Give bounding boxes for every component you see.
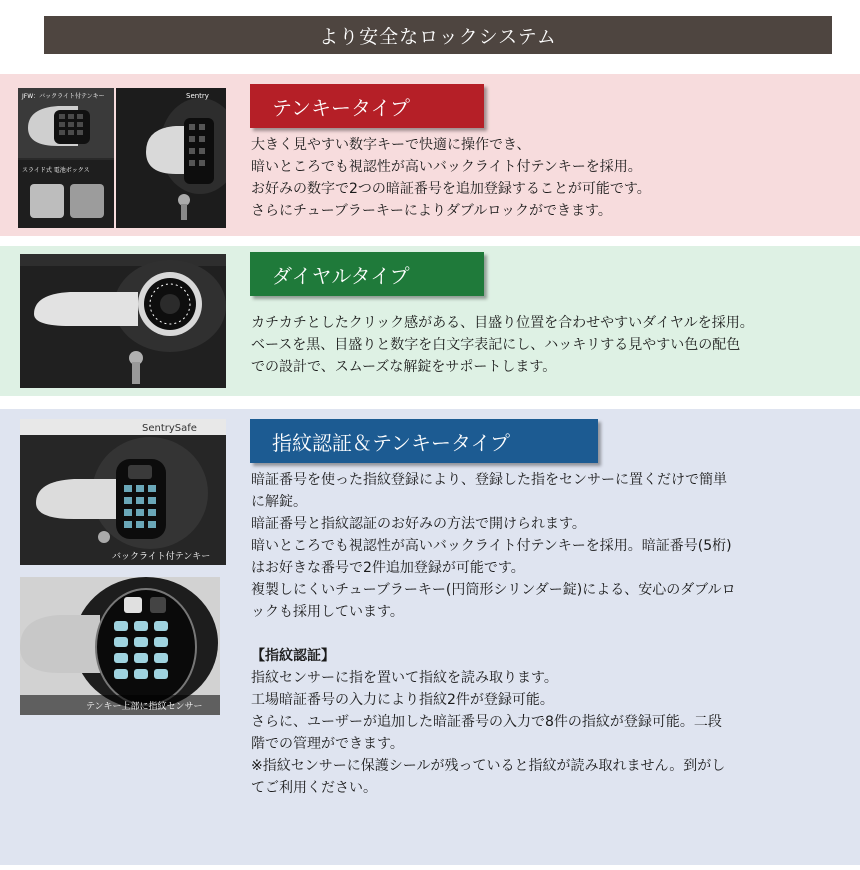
photo-label-sentrysafe: SentrySafe bbox=[142, 423, 197, 434]
section-fingerprint bbox=[0, 409, 860, 865]
photo-label-sensor: テンキー上部に指紋センサー bbox=[86, 702, 203, 712]
photo-label-keypad: JFW：バックライト付テンキー bbox=[22, 93, 105, 100]
fingerprint-line: に解錠。 bbox=[251, 494, 307, 510]
photo-label-battery: スライド式 電池ボックス bbox=[22, 167, 90, 174]
badge-dial-type bbox=[250, 252, 484, 296]
fingerprint-photo-bottom bbox=[20, 577, 220, 715]
keypad-photo-right bbox=[116, 88, 226, 228]
dial-line: での設計で、スムーズな解錠をサポートします。 bbox=[251, 359, 557, 375]
spacer bbox=[251, 623, 855, 645]
keypad-line: さらにチューブラーキーによりダブルロックができます。 bbox=[251, 203, 612, 219]
section-dial bbox=[0, 246, 860, 396]
badge-fingerprint-type bbox=[250, 419, 598, 463]
keypad-line: 暗いところでも視認性が高いバックライト付テンキーを採用。 bbox=[251, 159, 642, 175]
badge-keypad-label: テンキータイプ bbox=[272, 95, 410, 120]
keypad-photo-left bbox=[18, 88, 114, 228]
section-keypad bbox=[0, 74, 860, 236]
fingerprint-line: ックも採用しています。 bbox=[251, 604, 404, 620]
fingerprint-photo-top bbox=[20, 419, 226, 565]
dial-line: ベースを黒、目盛りと数字を白文字表記にし、ハッキリする見やすい色の配色 bbox=[251, 337, 741, 353]
fingerprint-sub-line: 指紋センサーに指を置いて指紋を読み取ります。 bbox=[251, 670, 558, 686]
page-header bbox=[44, 16, 832, 54]
dial-photo bbox=[20, 254, 226, 388]
fingerprint-description bbox=[251, 469, 855, 799]
keypad-line: 大きく見やすい数字キーで快適に操作でき、 bbox=[251, 137, 531, 153]
keypad-description bbox=[251, 134, 651, 222]
fingerprint-sub-line: ※指紋センサーに保護シールが残っていると指紋が読み取れません。到がし bbox=[251, 758, 726, 774]
header-title: より安全なロックシステム bbox=[319, 25, 557, 48]
keypad-line: お好みの数字で2つの暗証番号を追加登録することが可能です。 bbox=[251, 181, 651, 197]
photo-label-backlit: バックライト付テンキー bbox=[112, 552, 211, 562]
fingerprint-line: 暗証番号と指紋認証のお好みの方法で開けられます。 bbox=[251, 516, 586, 532]
fingerprint-sub-line: 工場暗証番号の入力により指紋2件が登録可能。 bbox=[251, 692, 554, 708]
fingerprint-line: はお好きな番号で2件追加登録が可能です。 bbox=[251, 560, 525, 576]
fingerprint-sub-line: さらに、ユーザーが追加した暗証番号の入力で8件の指紋が登録可能。二段 bbox=[251, 714, 722, 730]
fingerprint-line: 暗証番号を使った指紋登録により、登録した指をセンサーに置くだけで簡単 bbox=[251, 472, 727, 488]
badge-keypad-type bbox=[250, 84, 484, 128]
photo-label-brand: Sentry bbox=[186, 92, 209, 100]
fingerprint-subheading: 【指紋認証】 bbox=[251, 648, 335, 664]
fingerprint-sub-line: てご利用ください。 bbox=[251, 780, 377, 796]
dial-description bbox=[251, 312, 754, 378]
fingerprint-line: 暗いところでも視認性が高いバックライト付テンキーを採用。暗証番号(5桁) bbox=[251, 538, 732, 554]
fingerprint-sub-line: 階での管理ができます。 bbox=[251, 736, 404, 752]
badge-dial-label: ダイヤルタイプ bbox=[272, 263, 410, 288]
dial-line: カチカチとしたクリック感がある、目盛り位置を合わせやすいダイヤルを採用。 bbox=[251, 315, 754, 331]
fingerprint-line: 複製しにくいチューブラーキー(円筒形シリンダー錠)による、安心のダブルロ bbox=[251, 582, 736, 598]
badge-fingerprint-label: 指紋認証＆テンキータイプ bbox=[272, 430, 510, 455]
